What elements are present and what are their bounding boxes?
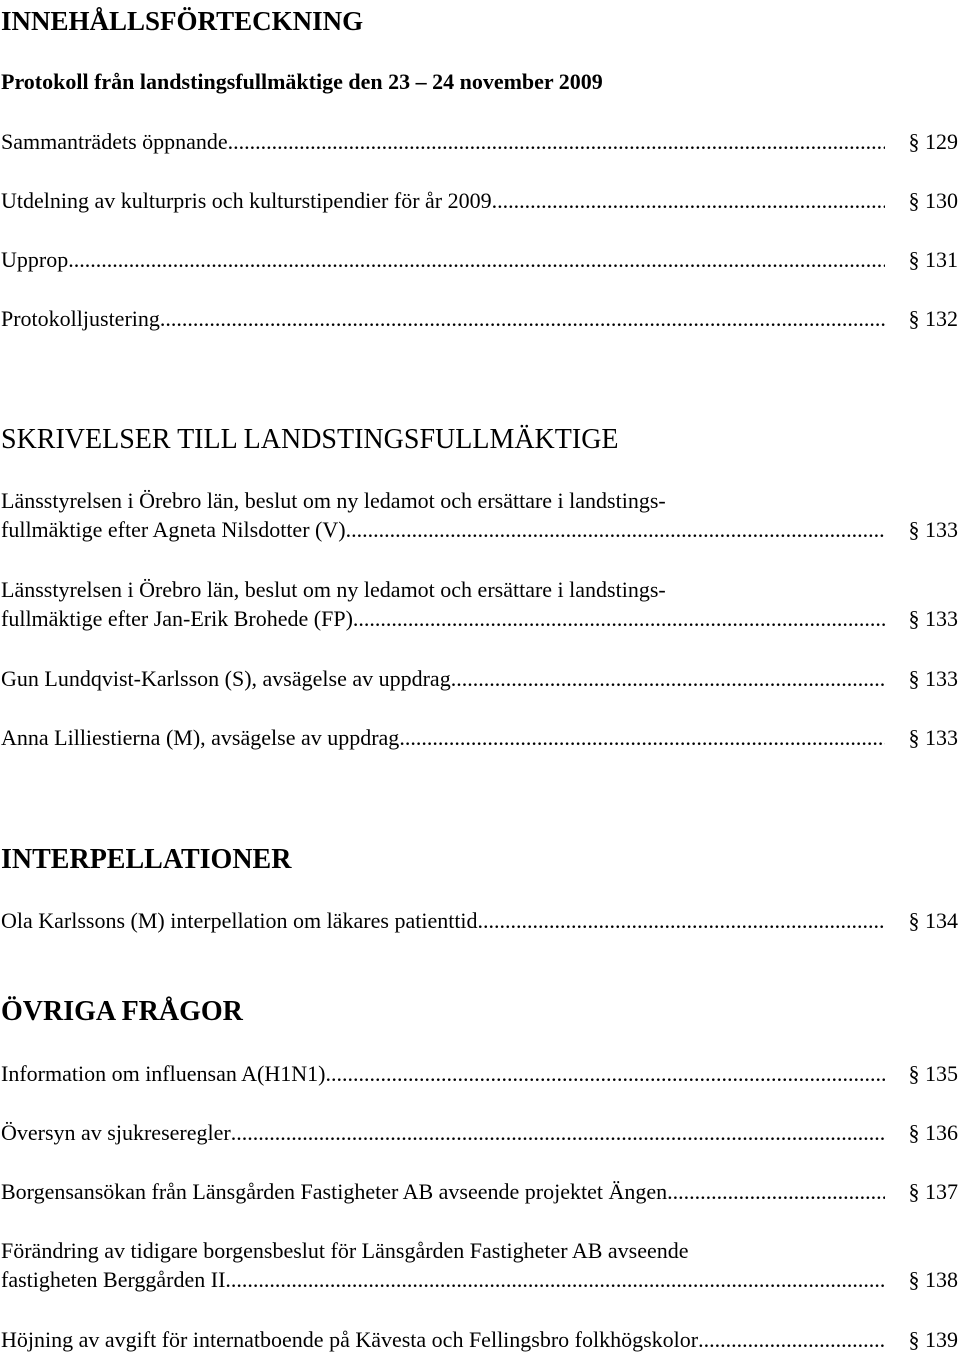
toc-entry bbox=[1, 664, 958, 693]
entry-text: Höjning av avgift för internatboende på Kävesta och Fellingsbro folkhögskolor bbox=[1, 1327, 699, 1352]
section-heading: SKRIVELSER TILL LANDSTINGSFULLMÄKTIGE bbox=[1, 424, 619, 455]
section-heading: INTERPELLATIONER bbox=[1, 844, 292, 875]
entry-page: § 136 bbox=[908, 1120, 958, 1145]
entry-page: § 130 bbox=[908, 188, 958, 213]
section-symbol: § bbox=[908, 517, 920, 542]
toc-entry bbox=[1, 127, 958, 156]
document-heading: INNEHÅLLSFÖRTECKNING bbox=[1, 6, 364, 36]
entry-text-line1: Länsstyrelsen i Örebro län, beslut om ny ledamot och ersättare i landstings- bbox=[1, 577, 666, 602]
section-symbol: § bbox=[908, 188, 920, 213]
toc-entry bbox=[1, 575, 958, 633]
toc-entry bbox=[1, 486, 958, 544]
section-symbol: § bbox=[908, 247, 920, 272]
entry-text: fastigheten Berggården II bbox=[1, 1267, 226, 1292]
entry-text-line1: Länsstyrelsen i Örebro län, beslut om ny ledamot och ersättare i landstings- bbox=[1, 488, 666, 513]
entry-text-line1: Förändring av tidigare borgensbeslut för Länsgården Fastigheter AB avseende bbox=[1, 1238, 689, 1263]
entry-text: Ola Karlssons (M) interpellation om läkares patienttid bbox=[1, 908, 478, 933]
entry-text: Borgensansökan från Länsgården Fastigheter AB avseende projektet Ängen bbox=[1, 1179, 668, 1204]
section-symbol: § bbox=[908, 306, 920, 331]
section-symbol: § bbox=[908, 129, 920, 154]
section-symbol: § bbox=[908, 1327, 920, 1352]
toc-entry bbox=[1, 1059, 958, 1088]
dot-leader bbox=[325, 1059, 884, 1088]
dot-leader bbox=[225, 1265, 884, 1294]
section-symbol: § bbox=[908, 725, 920, 750]
entry-text: Information om influensan A(H1N1) bbox=[1, 1061, 326, 1086]
entry-page: § 129 bbox=[908, 129, 958, 154]
toc-entry bbox=[1, 186, 958, 215]
section-symbol: § bbox=[908, 606, 920, 631]
dot-leader bbox=[346, 515, 885, 544]
entry-page: § 133 bbox=[908, 606, 958, 631]
dot-leader bbox=[228, 127, 885, 156]
entry-page: § 133 bbox=[908, 517, 958, 542]
dot-leader bbox=[160, 304, 885, 333]
entry-text: fullmäktige efter Agneta Nilsdotter (V) bbox=[1, 517, 346, 542]
toc-entry bbox=[1, 304, 958, 333]
entry-text: Anna Lilliestierna (M), avsägelse av uppdrag bbox=[1, 725, 400, 750]
entry-text: Protokolljustering bbox=[1, 306, 160, 331]
section-symbol: § bbox=[908, 908, 920, 933]
section-symbol: § bbox=[908, 666, 920, 691]
dot-leader bbox=[478, 906, 885, 935]
section-symbol: § bbox=[908, 1267, 920, 1292]
dot-leader bbox=[353, 604, 885, 633]
entry-text: Utdelning av kulturpris och kulturstipendier för år 2009 bbox=[1, 188, 492, 213]
entry-page: § 134 bbox=[908, 908, 958, 933]
entry-text: Upprop bbox=[1, 247, 69, 272]
section-heading: ÖVRIGA FRÅGOR bbox=[1, 996, 243, 1027]
entry-text: Gun Lundqvist-Karlsson (S), avsägelse av uppdrag bbox=[1, 666, 451, 691]
toc-entry bbox=[1, 1177, 958, 1206]
entry-page: § 132 bbox=[908, 306, 958, 331]
toc-entry bbox=[1, 245, 958, 274]
section-symbol: § bbox=[908, 1179, 920, 1204]
entry-page: § 133 bbox=[908, 725, 958, 750]
toc-entry bbox=[1, 723, 958, 752]
dot-leader bbox=[492, 186, 885, 215]
dot-leader bbox=[667, 1177, 884, 1206]
entry-page: § 131 bbox=[908, 247, 958, 272]
dot-leader bbox=[68, 245, 884, 274]
dot-leader bbox=[399, 723, 884, 752]
toc-entry bbox=[1, 1325, 958, 1354]
dot-leader bbox=[698, 1325, 884, 1354]
entry-page: § 138 bbox=[908, 1267, 958, 1292]
dot-leader bbox=[231, 1118, 885, 1147]
toc-entry bbox=[1, 1118, 958, 1147]
entry-page: § 137 bbox=[908, 1179, 958, 1204]
entry-text: fullmäktige efter Jan-Erik Brohede (FP) bbox=[1, 606, 353, 631]
entry-page: § 135 bbox=[908, 1061, 958, 1086]
toc-entry bbox=[1, 1236, 958, 1294]
document-subtitle: Protokoll från landstingsfullmäktige den 23 – 24 november 2009 bbox=[1, 69, 603, 94]
entry-text: Sammanträdets öppnande bbox=[1, 129, 228, 154]
section-symbol: § bbox=[908, 1061, 920, 1086]
dot-leader bbox=[451, 664, 885, 693]
toc-entry bbox=[1, 906, 958, 935]
section-symbol: § bbox=[908, 1120, 920, 1145]
entry-page: § 139 bbox=[908, 1327, 958, 1352]
entry-text: Översyn av sjukreseregler bbox=[1, 1120, 231, 1145]
entry-page: § 133 bbox=[908, 666, 958, 691]
